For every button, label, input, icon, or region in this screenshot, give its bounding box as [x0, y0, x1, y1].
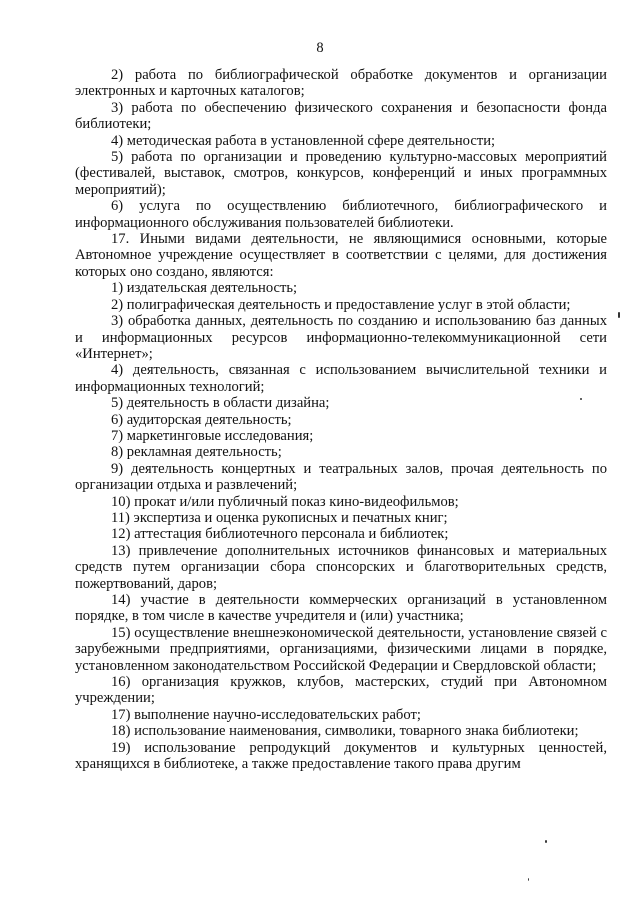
- paragraph: 6) аудиторская деятельность;: [111, 411, 292, 428]
- document-body: [75, 67, 607, 772]
- scan-speck: [545, 840, 547, 843]
- page-number: 8: [316, 40, 324, 56]
- paragraph: 14) участие в деятельности коммерческих организаций в установленном порядке, в том числе в качестве учредителя и (или) участника;: [75, 592, 607, 625]
- paragraph: 12) аттестация библиотечного персонала и библиотек;: [111, 526, 449, 543]
- paragraph: 7) маркетинговые исследования;: [111, 427, 314, 444]
- paragraph: 17) выполнение научно-исследовательских работ;: [111, 706, 421, 723]
- paragraph: 3) обработка данных, деятельность по созданию и использованию баз данных и информационных ресурсов информационно-телекоммуникационной сети «Интернет»;: [75, 313, 607, 362]
- paragraph: 8) рекламная деятельность;: [111, 444, 282, 461]
- paragraph: 9) деятельность концертных и театральных залов, прочая деятельность по организации отдыха и развлечений;: [75, 460, 607, 494]
- paragraph: 11) экспертиза и оценка рукописных и печатных книг;: [111, 509, 448, 526]
- paragraph: 16) организация кружков, клубов, мастерских, студий при Автономном учреждении;: [75, 674, 607, 707]
- paragraph: 17. Иными видами деятельности, не являющимися основными, которые Автономное учреждение осуществляет в соответствии с целями, для достижения которых оно создано, являются:: [75, 231, 607, 280]
- scan-speck: [618, 312, 620, 318]
- paragraph: 4) деятельность, связанная с использованием вычислительной техники и информационных технологий;: [75, 362, 607, 395]
- paragraph: 2) работа по библиографической обработке документов и организации электронных и карточных каталогов;: [75, 67, 607, 100]
- paragraph: 10) прокат и/или публичный показ кино-видеофильмов;: [111, 493, 459, 510]
- paragraph: 3) работа по обеспечению физического сохранения и безопасности фонда библиотеки;: [75, 99, 607, 133]
- paragraph: 6) услуга по осуществлению библиотечного, библиографического и информационного обслуживания пользователей библиотеки.: [75, 198, 607, 231]
- paragraph: 4) методическая работа в установленной сфере деятельности;: [111, 132, 496, 149]
- scan-speck: [580, 398, 582, 400]
- paragraph: 13) привлечение дополнительных источников финансовых и материальных средств путем организации сбора спонсорских и благотворительных средств, пожертвований, даров;: [75, 542, 607, 592]
- paragraph: 18) использование наименования, символики, товарного знака библиотеки;: [111, 723, 579, 740]
- paragraph: 1) издательская деятельность;: [111, 280, 298, 297]
- paragraph: 5) деятельность в области дизайна;: [111, 395, 330, 412]
- paragraph: 2) полиграфическая деятельность и предоставление услуг в этой области;: [111, 296, 571, 313]
- paragraph: 15) осуществление внешнеэкономической деятельности, установление связей с зарубежными предприятиями, организациями, физическими лицами в порядке, установленном законодательством Российской Федерации и Свердловской области;: [75, 624, 607, 674]
- paragraph: 19) использование репродукций документов и культурных ценностей, хранящихся в библиотеке, а также предоставление такого права другим: [75, 739, 607, 773]
- scan-speck: [528, 878, 529, 881]
- paragraph: 5) работа по организации и проведению культурно-массовых мероприятий (фестивалей, выставок, смотров, конкурсов, конференций и иных программных мероприятий);: [75, 149, 607, 198]
